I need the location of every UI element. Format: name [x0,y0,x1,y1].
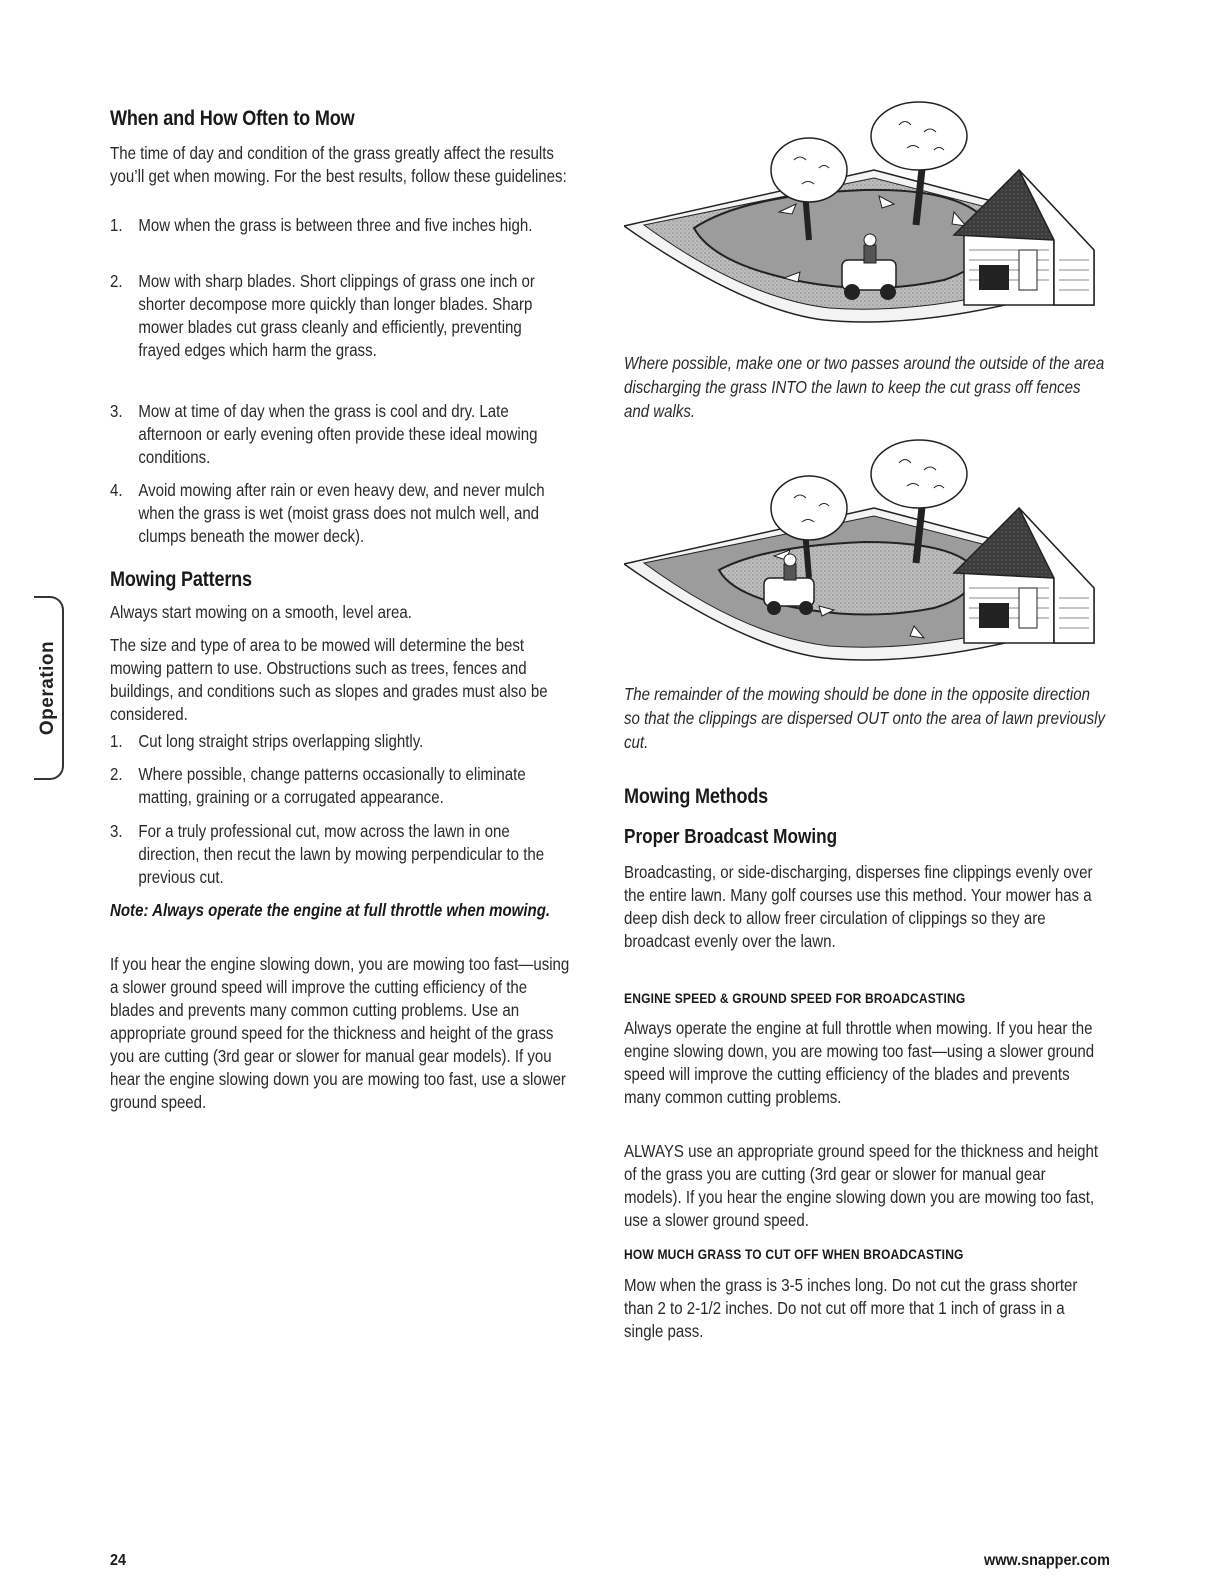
paragraph-patterns-size: The size and type of area to be mowed will determine the best mowing pattern to use. Obstructions such as trees, fences and buildings, and conditions such as slopes and grades must also be considered. [110,635,548,724]
side-tab-label: Operation [37,640,58,736]
list-number: 4. [110,480,123,500]
heading-when-how-often: When and How Often to Mow [110,107,355,130]
paragraph-how-much-grass: Mow when the grass is 3-5 inches long. Do not cut the grass shorter than 2 to 2-1/2 inches. Do not cut off more that 1 inch of grass in a single pass. [624,1275,1078,1341]
heading-mowing-methods: Mowing Methods [624,785,769,808]
list-number: 2. [110,764,123,784]
page-number: 24 [110,1552,127,1569]
list-text: For a truly professional cut, mow across the lawn in one direction, then recut the lawn by mowing perpendicular to the previous cut. [138,821,545,887]
illustration-opposite-direction-mowing [624,438,1104,670]
list-text: Cut long straight strips overlapping slightly. [138,731,424,751]
paragraph-ground-speed: If you hear the engine slowing down, you are mowing too fast—using a slower ground speed will improve the cutting efficiency of the blades and prevents many common cutting problems. Use an appropriate ground speed for the thickness and height of the grass you are cutting (3rd gear or slower for manual gear models). If you hear the engine slowing down you are mowing too fast, use a slower ground speed. [110,954,570,1112]
list-item [110,214,549,237]
website-link[interactable]: www.snapper.com [984,1552,1110,1569]
paragraph-engine-speed-2: ALWAYS use an appropriate ground speed for the thickness and height of the grass you are cutting (3rd gear or slower for manual gear models). If you hear the engine slowing down you are mowing too fast, use a slower ground speed. [624,1141,1099,1230]
list-number: 3. [110,401,123,421]
list-text: Avoid mowing after rain or even heavy dew, and never mulch when the grass is wet (moist grass does not mulch well, and clumps beneath the mower deck). [138,480,545,546]
list-item [110,820,549,889]
list-text: Where possible, change patterns occasionally to eliminate matting, graining or a corrugated appearance. [138,764,526,807]
paragraph-when-intro: The time of day and condition of the grass greatly affect the results you’ll get when mowing. For the best results, follow these guidelines: [110,143,567,186]
paragraph-broadcast: Broadcasting, or side-discharging, disperses fine clippings evenly over the entire lawn. Many golf courses use this method. Your mower has a deep dish deck to allow freer circulation of clippings so they are broadcast evenly over the lawn. [624,862,1093,951]
list-number: 1. [110,731,123,751]
list-item [110,479,549,548]
paragraph-engine-speed-1: Always operate the engine at full throttle when mowing. If you hear the engine slowing down, you are mowing too fast—using a slower ground speed will improve the cutting efficiency of the blades and prevents many common cutting problems. [624,1018,1095,1107]
heading-engine-speed: ENGINE SPEED & GROUND SPEED FOR BROADCASTING [624,990,966,1006]
heading-mowing-patterns: Mowing Patterns [110,568,252,591]
list-item [110,763,549,809]
list-item [110,400,549,469]
list-text: Mow when the grass is between three and five inches high. [138,215,533,235]
paragraph-patterns-start: Always start mowing on a smooth, level area. [110,602,412,622]
side-tab-operation [34,596,64,780]
note-full-throttle: Note: Always operate the engine at full throttle when mowing. [110,900,551,920]
list-number: 2. [110,271,123,291]
list-number: 1. [110,215,123,235]
caption-perimeter: Where possible, make one or two passes around the outside of the area discharging the grass INTO the lawn to keep the cut grass off fences and walks. [624,353,1105,421]
heading-how-much-grass: HOW MUCH GRASS TO CUT OFF WHEN BROADCASTING [624,1246,964,1262]
list-text: Mow with sharp blades. Short clippings of grass one inch or shorter decompose more quickly than longer blades. Sharp mower blades cut grass cleanly and efficiently, preventing frayed edges which harm the grass. [138,271,535,360]
list-item [110,270,549,362]
list-number: 3. [110,821,123,841]
heading-proper-broadcast: Proper Broadcast Mowing [624,826,838,848]
list-text: Mow at time of day when the grass is cool and dry. Late afternoon or early evening often provide these ideal mowing conditions. [138,401,538,467]
illustration-perimeter-mowing [624,100,1104,332]
list-item [110,730,549,753]
caption-opposite-direction: The remainder of the mowing should be done in the opposite direction so that the clippings are dispersed OUT onto the area of lawn previously cut. [624,684,1106,752]
